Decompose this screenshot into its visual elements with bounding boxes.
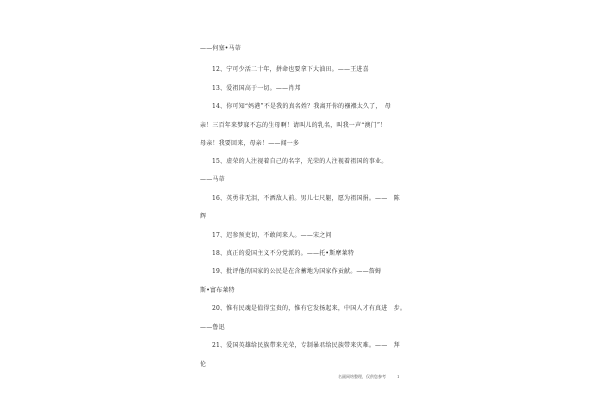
quote-14-line-3: 母亲！我要回来，母亲！——闻一多 (200, 140, 300, 147)
quote-19-line-1: 19、批评他的国家的公民是在含蓄地为国家作贡献。——詹姆 (212, 268, 382, 275)
quote-16-line-1: 16、英勇非无泪，不洒敌人前。男儿七尺躯，愿为祖国捐。—— 陈 (212, 195, 400, 202)
quote-17: 17、迟参预吏切，不敢问来人。——宋之问 (212, 232, 332, 239)
quote-19-line-2: 斯•富布莱特 (200, 287, 235, 294)
quote-14-line-1: 14、你可知“妈港”不是我的真名姓？我离开你的襁褓太久了， 母 (212, 103, 391, 110)
quote-15: 15、虚荣的人注视着自己的名字，光荣的人注视着祖国的事业。 (212, 158, 388, 165)
quote-18: 18、真正的爱国主义不分党派的。——托•斯摩莱特 (212, 250, 354, 257)
quote-20-line-2: ——鲁迅 (200, 324, 225, 331)
quote-attribution: ——何塞•马蒂 (200, 45, 241, 52)
page-number: 1 (397, 374, 400, 379)
quote-20-line-1: 20、惟有民魂是值得宝贵的，惟有它发扬起来，中国人才有真进 步。 (212, 305, 407, 312)
quote-21-line-2: 伦 (200, 361, 207, 368)
quote-15-attribution: ——马蒂 (200, 176, 225, 183)
quote-13: 13、爱祖国高于一切。——肖邦 (212, 85, 301, 92)
quote-14-line-2: 亲！三百年来梦寐不忘的生母啊！请叫儿的乳名，叫我一声“澳门”！ (200, 122, 387, 129)
footer-note: 名副网络整理，仅供您参考 (338, 374, 386, 379)
quote-12: 12、宁可少活二十年，拼命也要拿下大油田。——王进喜 (212, 66, 369, 73)
quote-21-line-1: 21、爱国英雄给民族带来光荣，专制暴君给民族带来灾难。—— 拜 (212, 342, 400, 349)
quote-16-line-2: 辉 (200, 213, 207, 220)
